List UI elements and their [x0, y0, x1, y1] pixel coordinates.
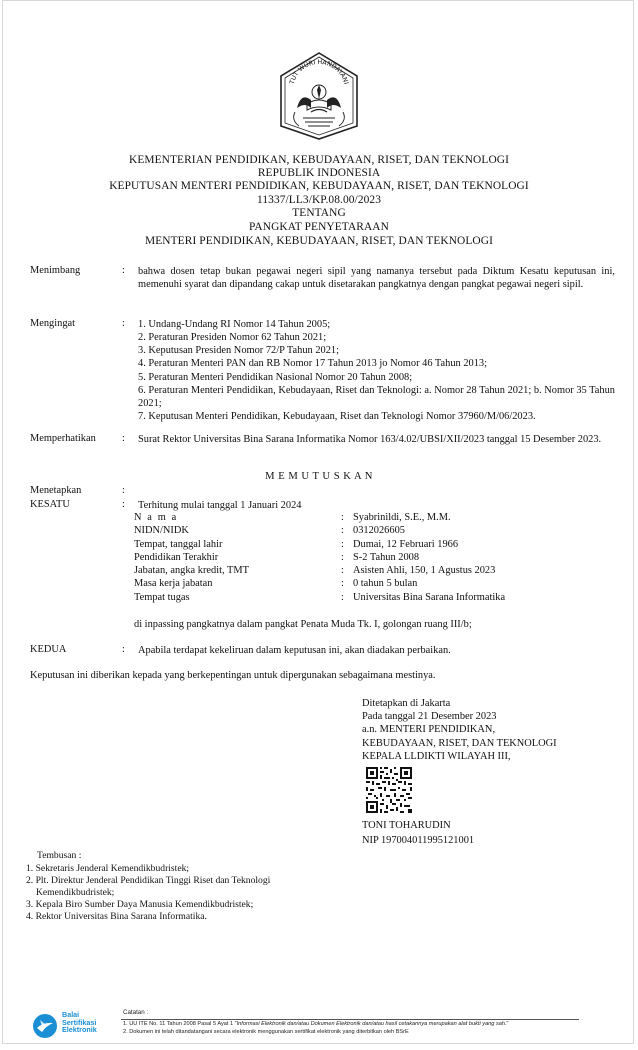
field-value-nidn: 0312026605 [353, 525, 405, 536]
mengingat-item: 2. Peraturan Presiden Nomor 62 Tahun 2021; [138, 332, 327, 343]
signature-date: Pada tanggal 21 Desember 2023 [362, 711, 497, 722]
footer-divider [121, 1019, 579, 1020]
mengingat-label: Mengingat [30, 318, 76, 329]
field-key-ttl: Tempat, tanggal lahir [134, 539, 223, 550]
field-value-tempat-tugas: Universitas Bina Sarana Informatika [353, 592, 506, 603]
field-value-jabatan: Asisten Ahli, 150, 1 Agustus 2023 [353, 565, 496, 576]
kedua-label: KEDUA [30, 644, 67, 655]
field-key-nidn: NIDN/NIDK [134, 525, 189, 536]
bsre-logo [32, 1011, 112, 1039]
kedua-text: Apabila terdapat kekeliruan dalam keputusan ini, akan diadakan perbaikan. [138, 645, 451, 656]
header-ministry: KEMENTERIAN PENDIDIKAN, KEBUDAYAAN, RISET, DAN TEKNOLOGI [129, 154, 509, 166]
field-colon: : [341, 565, 344, 576]
signature-position: KEPALA LLDIKTI WILAYAH III, [362, 751, 511, 762]
svg-text:TUT WURI HANDAYANI [288, 59, 349, 86]
signature-qr-code [365, 766, 413, 814]
emblem-motto: TUT WURI HANDAYANI [288, 58, 350, 86]
menimbang-colon: : [122, 265, 125, 276]
memperhatikan-colon: : [122, 433, 125, 444]
field-colon: : [341, 525, 344, 536]
field-colon: : [341, 578, 344, 589]
memperhatikan-text: Surat Rektor Universitas Bina Sarana Informatika Nomor 163/4.02/UBSI/XII/2023 tanggal 15 Desember 2023. [138, 434, 602, 445]
kedua-colon: : [122, 644, 125, 655]
kesatu-label: KESATU [30, 499, 70, 510]
field-colon: : [341, 512, 344, 523]
emblem-tut-wuri-handayani [277, 50, 361, 142]
tembusan-title: Tembusan : [37, 850, 82, 861]
field-key-nama: N a m a [134, 512, 178, 523]
signature-an: a.n. MENTERI PENDIDIKAN, [362, 724, 496, 735]
closing-text: Keputusan ini diberikan kepada yang berkepentingan untuk dipergunakan sebagaimana mestinya. [30, 670, 436, 681]
signatory-name: TONI TOHARUDIN [362, 820, 451, 831]
header-decree-title: KEPUTUSAN MENTERI PENDIDIKAN, KEBUDAYAAN, RISET, DAN TEKNOLOGI [109, 180, 529, 192]
field-key-masa-kerja: Masa kerja jabatan [134, 578, 213, 589]
tembusan-item: 4. Rektor Universitas Bina Sarana Informatika. [26, 911, 207, 922]
header-minister: MENTERI PENDIDIKAN, KEBUDAYAAN, RISET, DAN TEKNOLOGI [145, 235, 493, 247]
field-colon: : [341, 592, 344, 603]
mengingat-colon: : [122, 318, 125, 329]
signatory-nip: NIP 197004011995121001 [362, 835, 475, 846]
field-value-pendidikan: S-2 Tahun 2008 [353, 552, 420, 563]
field-value-nama: Syabrinildi, S.E., M.M. [353, 512, 451, 523]
mengingat-item: 1. Undang-Undang RI Nomor 14 Tahun 2005; [138, 319, 331, 330]
menetapkan-label: Menetapkan [30, 485, 82, 496]
mengingat-item: 7. Keputusan Menteri Pendidikan, Kebudayaan, Riset dan Teknologi Nomor 37960/M/06/2023. [138, 411, 536, 422]
field-value-masa-kerja: 0 tahun 5 bulan [353, 578, 418, 589]
field-key-jabatan: Jabatan, angka kredit, TMT [134, 565, 249, 576]
tembusan-item: 3. Kepala Biro Sumber Daya Manusia Kemendikbudristek; [26, 899, 254, 910]
field-key-pendidikan: Pendidikan Terakhir [134, 552, 219, 563]
mengingat-item: 4. Peraturan Menteri PAN dan RB Nomor 17 Tahun 2013 jo Nomor 46 Tahun 2013; [138, 358, 488, 369]
footer-note-2: 2. Dokumen ini telah ditandatangani secara elektronik menggunakan sertifikat elektronik yang diterbitkan oleh BSrE [123, 1029, 409, 1035]
header-republic: REPUBLIK INDONESIA [257, 167, 381, 179]
bsre-logo-icon [32, 1013, 58, 1039]
menimbang-text: bahwa dosen tetap bukan pegawai negeri sipil yang namanya tersebut pada Diktum Kesatu keputusan ini, memenuhi syarat dan dipandang cakap untuk disetarakan pangkatnya dengan pangkat pegawai negeri sipil. [138, 266, 615, 291]
field-value-ttl: Dumai, 12 Februari 1966 [353, 539, 459, 550]
memutuskan-heading: M E M U T U S K A N [265, 471, 373, 482]
mengingat-item: 6. Peraturan Menteri Pendidikan, Kebudayaan, Riset dan Teknologi: a. Nomor 28 Tahun 2021; b. Nomor 35 Tahun 2021; [138, 385, 615, 410]
kesatu-colon: : [122, 499, 125, 510]
footer-note-1 [123, 1021, 509, 1027]
field-colon: : [341, 552, 344, 563]
kesatu-intro: Terhitung mulai tanggal 1 Januari 2024 [138, 500, 302, 511]
signature-place: Ditetapkan di Jakarta [362, 698, 451, 709]
field-key-tempat-tugas: Tempat tugas [134, 592, 190, 603]
tembusan-item: 1. Sekretaris Jenderal Kemendikbudristek; [26, 863, 190, 874]
tembusan-item: Kemendikbudristek; [36, 887, 115, 898]
tembusan-item: 2. Plt. Direktur Jenderal Pendidikan Tinggi Riset dan Teknologi [26, 875, 271, 886]
header-subject: PANGKAT PENYETARAAN [249, 221, 389, 233]
footer-note-1-quote: Informasi Elektronik dan/atau Dokumen Elektronik dan/atau hasil cetakannya merupakan alat bukti yang sah. [236, 1021, 507, 1027]
bsre-logo-line: Sertifikasi [62, 1017, 97, 1027]
menetapkan-colon: : [122, 485, 125, 496]
bsre-logo-line: Balai [62, 1010, 80, 1019]
mengingat-item: 3. Keputusan Presiden Nomor 72/P Tahun 2021; [138, 345, 340, 356]
kesatu-inpassing: di inpassing pangkatnya dalam pangkat Penata Muda Tk. I, golongan ruang III/b; [134, 619, 472, 630]
mengingat-item: 5. Peraturan Menteri Pendidikan Nasional Nomor 20 Tahun 2008; [138, 372, 413, 383]
field-colon: : [341, 539, 344, 550]
footer-note-1-suffix: " [506, 1021, 509, 1027]
header-decree-number: 11337/LL3/KP.08.00/2023 [256, 194, 381, 206]
bsre-logo-line: Elektronik [62, 1025, 97, 1035]
footer-note-1-prefix: 1. UU ITE No. 11 Tahun 2008 Pasal 5 Ayat 1 " [123, 1021, 237, 1027]
header-tentang: TENTANG [292, 207, 346, 219]
memperhatikan-label: Memperhatikan [30, 433, 96, 444]
menimbang-label: Menimbang [30, 265, 81, 276]
catatan-title: Catatan : [123, 1009, 149, 1016]
signature-ministry: KEBUDAYAAN, RISET, DAN TEKNOLOGI [362, 738, 557, 749]
